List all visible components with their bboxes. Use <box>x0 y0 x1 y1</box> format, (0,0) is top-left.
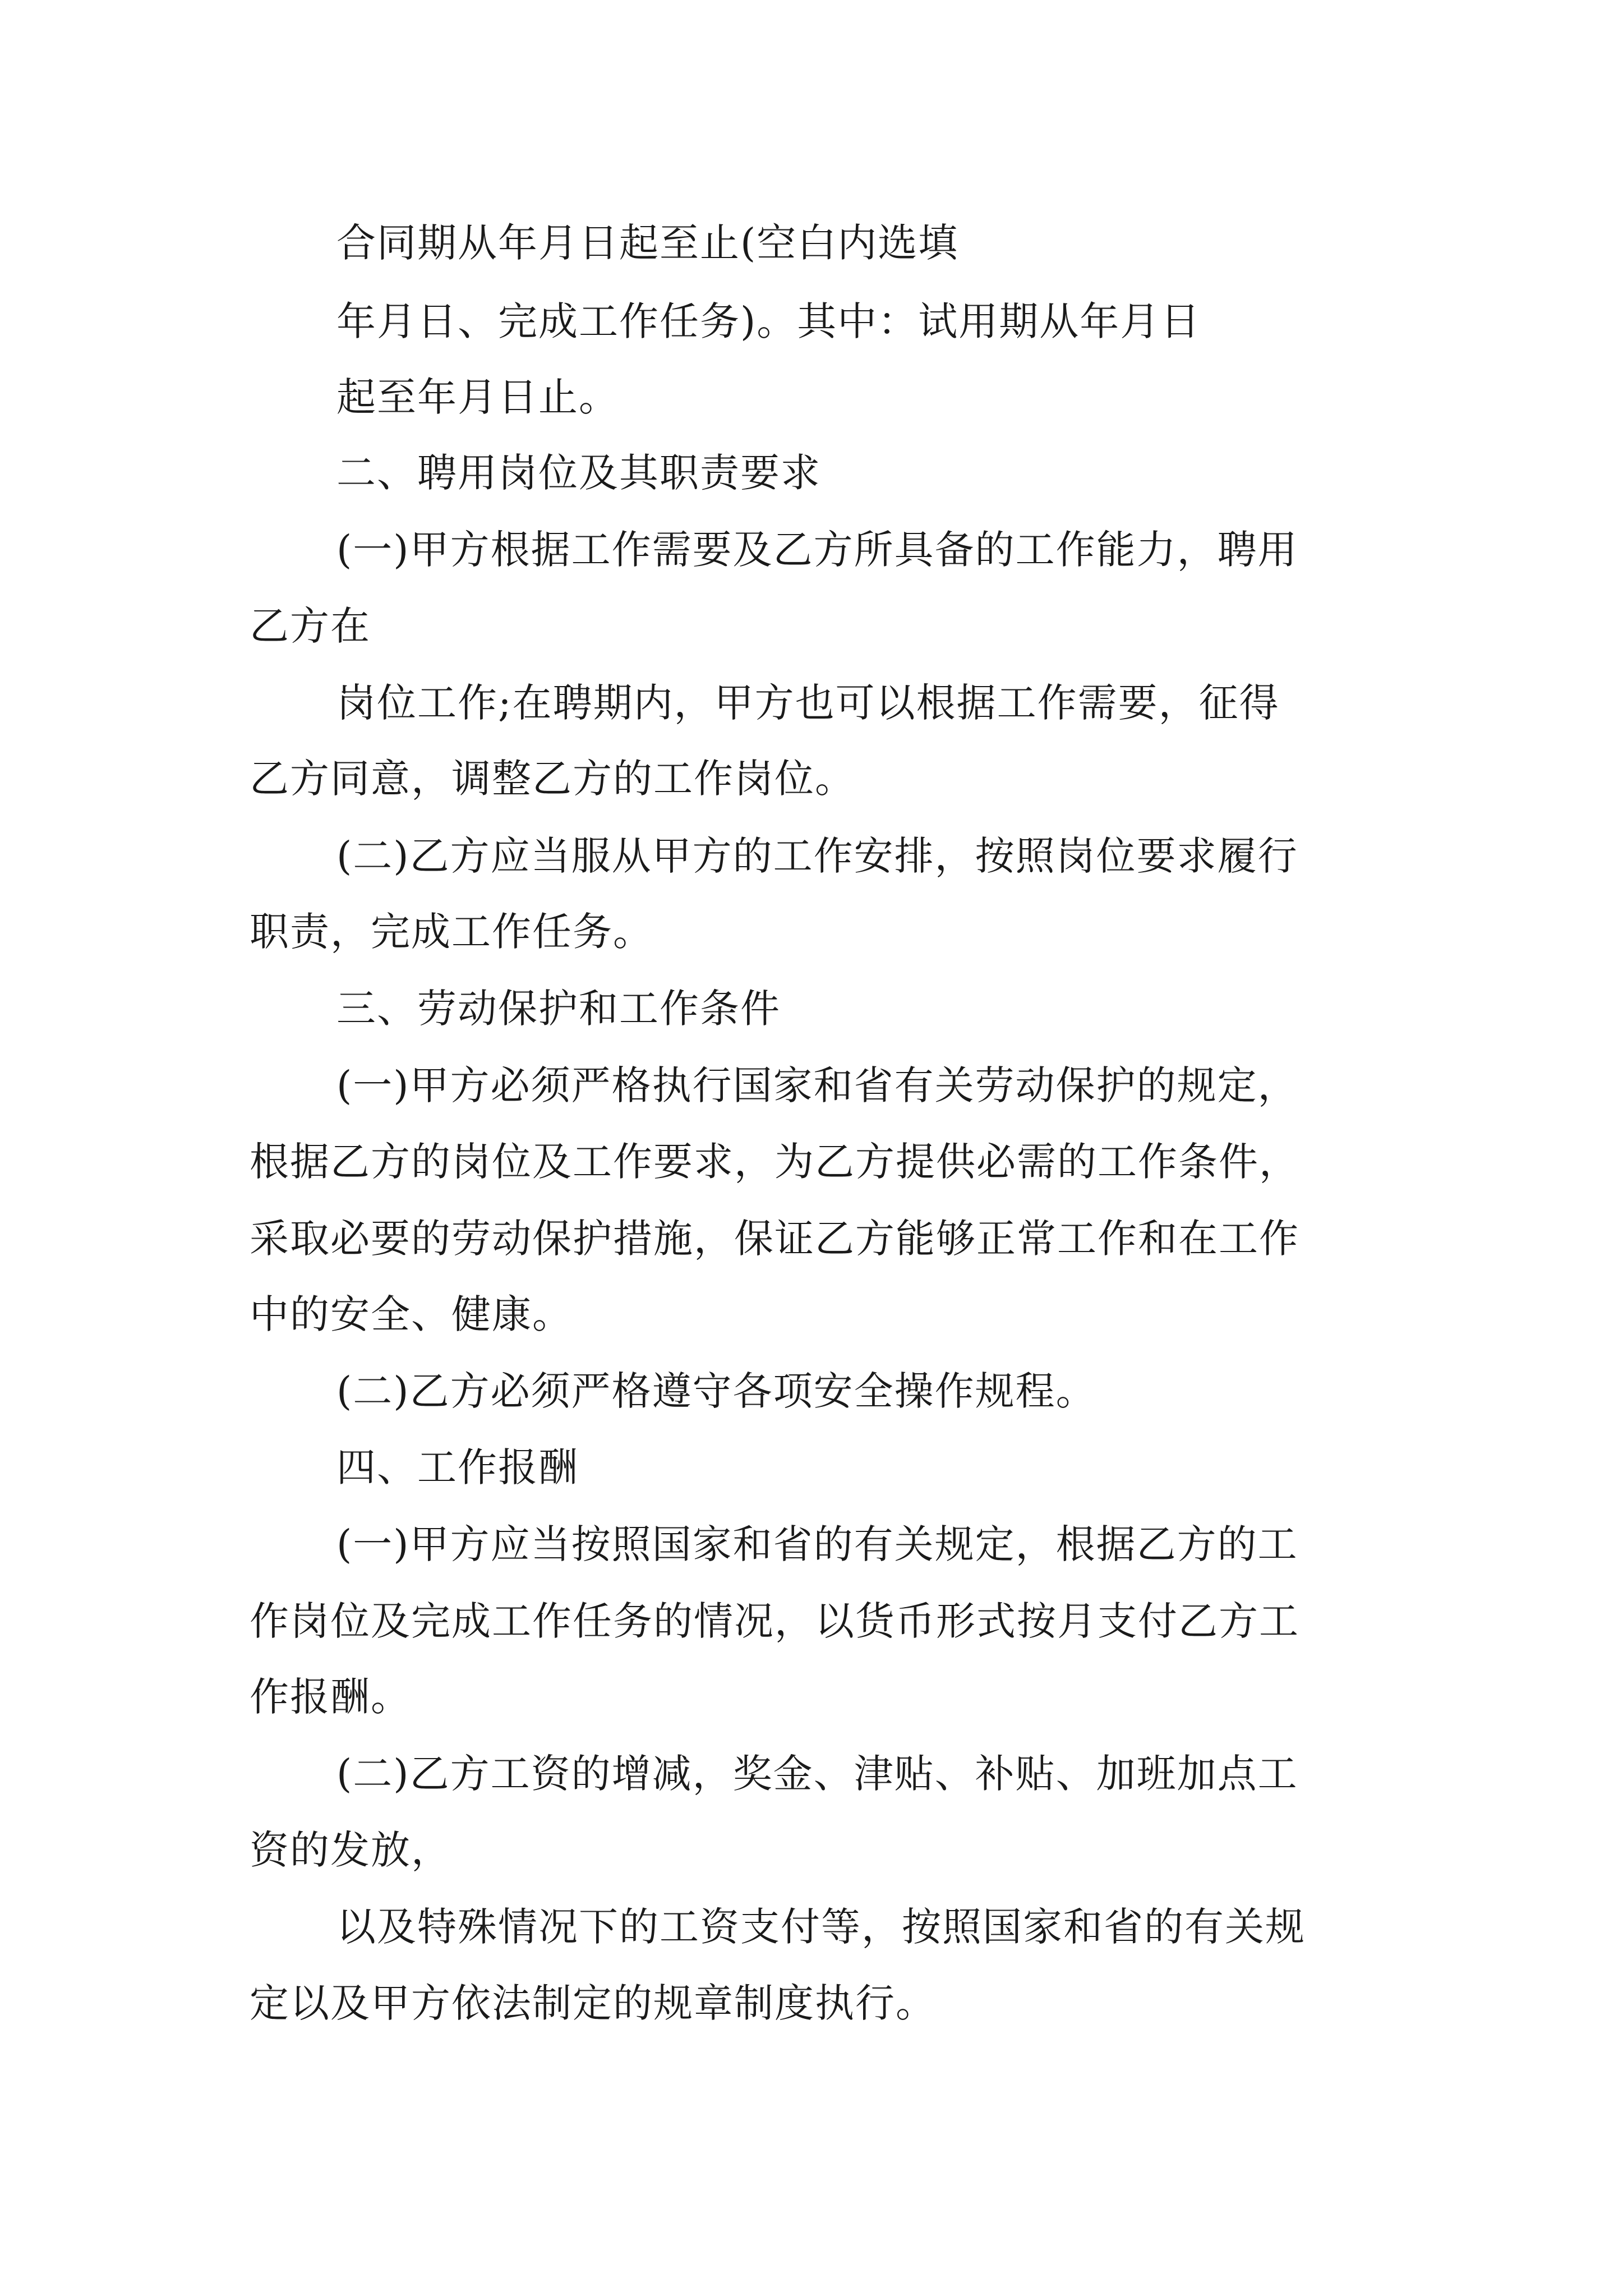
text-line: 作报酬。 <box>250 1674 411 1720</box>
text-line: 采取必要的劳动保护措施，保证乙方能够正常工作和在工作 <box>250 1216 1299 1262</box>
text-line: 定以及甲方依法制定的规章制度执行。 <box>250 1980 936 2026</box>
text-line: 年月日、完成工作任务)。其中：试用期从年月日 <box>336 298 1201 344</box>
text-line: 职责，完成工作任务。 <box>250 909 653 955</box>
text-line: 中的安全、健康。 <box>250 1291 573 1337</box>
text-line: (二)乙方应当服从甲方的工作安排，按照岗位要求履行 <box>336 833 1298 879</box>
text-line: (一)甲方根据工作需要及乙方所具备的工作能力，聘用 <box>336 527 1298 573</box>
text-line: 以及特殊情况下的工资支付等，按照国家和省的有关规 <box>336 1904 1306 1950</box>
text-line: (二)乙方必须严格遵守各项安全操作规程。 <box>336 1368 1096 1414</box>
text-line: 根据乙方的岗位及工作要求，为乙方提供必需的工作条件， <box>250 1139 1299 1185</box>
text-line: 合同期从年月日起至止(空白内选填 <box>336 220 959 266</box>
text-line: 乙方在 <box>250 603 371 649</box>
text-line: 作岗位及完成工作任务的情况，以货币形式按月支付乙方工 <box>250 1598 1299 1644</box>
text-line: 起至年月日止。 <box>336 374 619 420</box>
text-line: 岗位工作;在聘期内，甲方也可以根据工作需要，征得 <box>336 680 1280 726</box>
section-heading: 四、工作报酬 <box>336 1444 579 1490</box>
section-heading: 三、劳动保护和工作条件 <box>336 986 781 1032</box>
text-line: 乙方同意，调整乙方的工作岗位。 <box>250 756 855 802</box>
text-line: (二)乙方工资的增减，奖金、津贴、补贴、加班加点工 <box>336 1751 1298 1797</box>
text-line: (一)甲方必须严格执行国家和省有关劳动保护的规定， <box>336 1062 1298 1108</box>
text-line: 资的发放， <box>250 1827 451 1873</box>
section-heading: 二、聘用岗位及其职责要求 <box>336 450 821 496</box>
text-line: (一)甲方应当按照国家和省的有关规定，根据乙方的工 <box>336 1521 1298 1567</box>
